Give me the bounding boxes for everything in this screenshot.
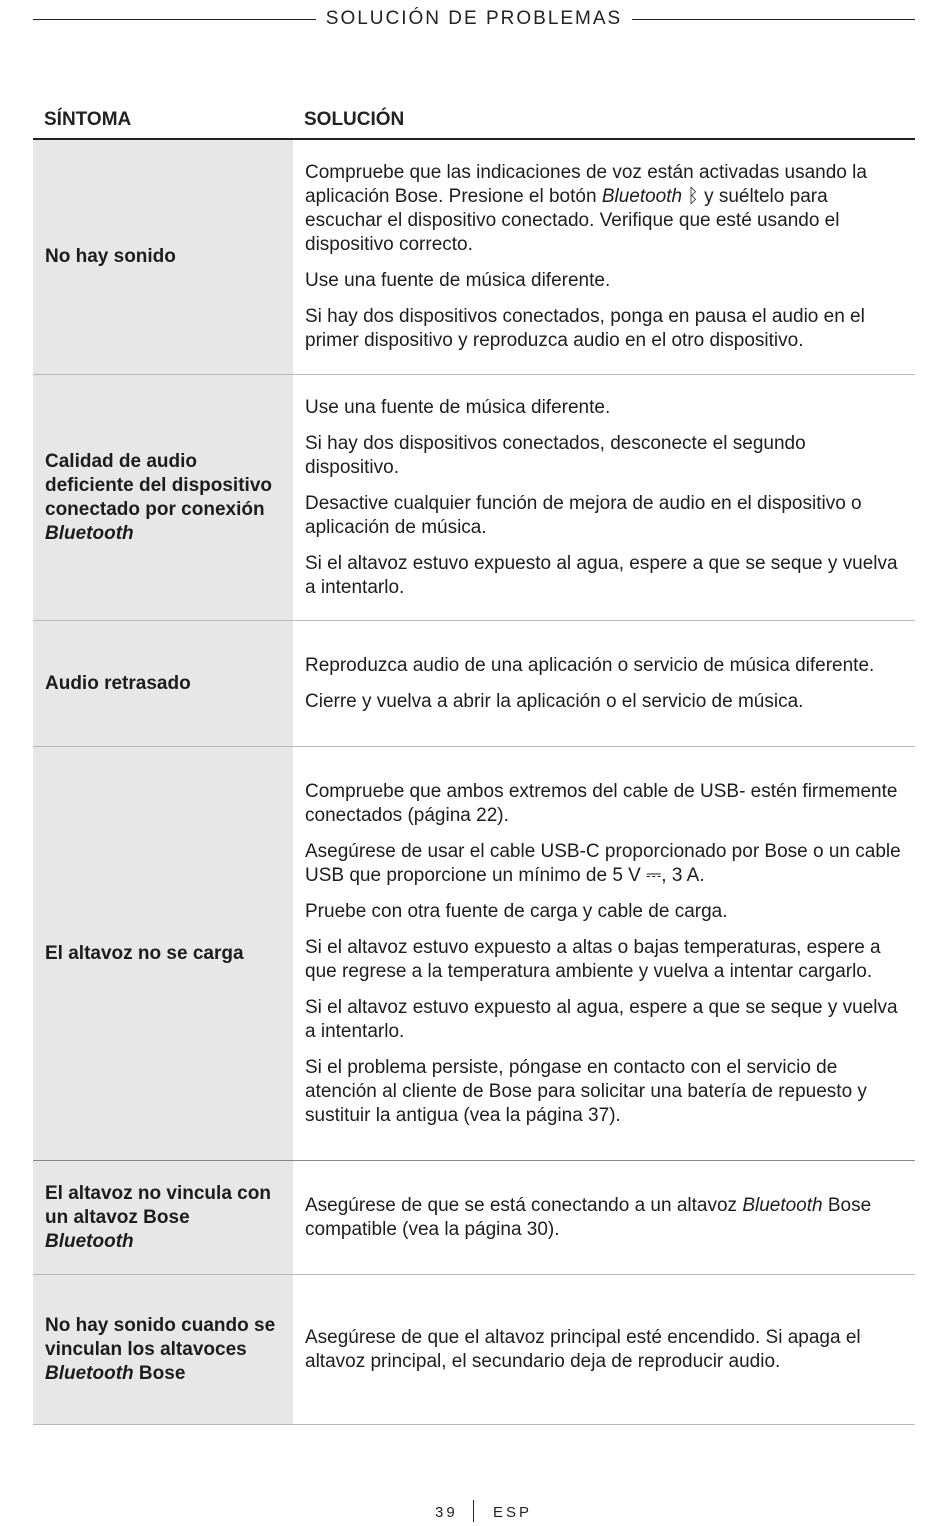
solution-text: Si hay dos dispositivos conectados, desconecte el segundo dispositivo. xyxy=(305,432,806,478)
solution-text: Asegúrese de que el altavoz principal esté encendido. Si apaga el altavoz principal, el secundario deja de reproducir audio. xyxy=(305,1326,861,1372)
symptom-text: El altavoz no se carga xyxy=(45,942,244,964)
symptom-cell xyxy=(33,1161,293,1274)
symptom-cell xyxy=(33,621,293,746)
solution-cell xyxy=(293,1275,915,1424)
symptom-text: Calidad de audio deficiente del dispositivo conectado por conexión Bluetooth xyxy=(45,450,272,544)
troubleshooting-table xyxy=(33,140,915,1425)
solution-text: Desactive cualquier función de mejora de audio en el dispositivo o aplicación de música. xyxy=(305,492,862,538)
table-row xyxy=(33,747,915,1161)
solution-cell xyxy=(293,621,915,746)
solution-text: Asegúrese de usar el cable USB-C proporcionado por Bose o un cable USB que proporcione un mínimo de 5 V ⎓, 3 A. xyxy=(305,840,901,886)
symptom-text: No hay sonido cuando se vinculan los altavoces Bluetooth Bose xyxy=(45,1314,276,1384)
language-code: ESP xyxy=(493,1504,533,1521)
solution-cell xyxy=(293,375,915,620)
symptom-text: Audio retrasado xyxy=(45,672,191,694)
symptom-cell xyxy=(33,375,293,620)
bluetooth-icon: ᛒ xyxy=(687,186,699,207)
page-title: SOLUCIÓN DE PROBLEMAS xyxy=(325,8,623,29)
solution-text: Si el problema persiste, póngase en contacto con el servicio de atención al cliente de Bose para solicitar una batería de repuesto y sustituir la antigua (vea la página 37). xyxy=(305,1056,867,1126)
column-header-solution: SOLUCIÓN xyxy=(304,109,405,130)
solution-text: Cierre y vuelva a abrir la aplicación o el servicio de música. xyxy=(305,690,804,712)
solution-text: Pruebe con otra fuente de carga y cable de carga. xyxy=(305,900,728,922)
solution-text: Compruebe que ambos extremos del cable de USB- estén firmemente conectados (página 22). xyxy=(305,780,898,826)
symptom-text: El altavoz no vincula con un altavoz Bose Bluetooth xyxy=(45,1182,271,1252)
table-row xyxy=(33,140,915,375)
solution-text: Use una fuente de música diferente. xyxy=(305,270,611,291)
page-number: 39 xyxy=(435,1504,458,1521)
solution-text: Reproduzca audio de una aplicación o servicio de música diferente. xyxy=(305,654,875,676)
solution-cell xyxy=(293,747,915,1160)
table-row xyxy=(33,375,915,621)
table-header xyxy=(33,106,915,140)
solution-text: Si hay dos dispositivos conectados, ponga en pausa el audio en el primer dispositivo y reproduzca audio en el otro dispositivo. xyxy=(305,306,865,351)
table-row xyxy=(33,1161,915,1275)
table-row xyxy=(33,621,915,747)
solution-text: Use una fuente de música diferente. xyxy=(305,396,611,418)
symptom-cell xyxy=(33,140,293,374)
solution-text: Asegúrese de que se está conectando a un altavoz Bluetooth Bose compatible (vea la página 30). xyxy=(305,1194,872,1240)
solution-cell xyxy=(293,1161,915,1274)
symptom-cell xyxy=(33,1275,293,1424)
column-header-symptom: SÍNTOMA xyxy=(44,109,132,130)
table-row xyxy=(33,1275,915,1425)
symptom-cell xyxy=(33,747,293,1160)
page-header xyxy=(33,6,915,32)
solution-text: Si el altavoz estuvo expuesto al agua, espere a que se seque y vuelva a intentarlo. xyxy=(305,552,898,598)
header-rule-right xyxy=(632,19,915,20)
footer-divider xyxy=(473,1500,474,1522)
page-footer xyxy=(0,1500,950,1526)
solution-cell xyxy=(293,140,915,374)
header-rule-left xyxy=(33,19,316,20)
solution-text: Si el altavoz estuvo expuesto al agua, espere a que se seque y vuelva a intentarlo. xyxy=(305,996,898,1042)
solution-text: Compruebe que las indicaciones de voz están activadas usando la aplicación Bose. Presione el botón Bluetooth ᛒ y suéltelo para escuchar el dispositivo conectado. Verifique que esté usando el dispositivo correcto. xyxy=(305,162,867,255)
symptom-text: No hay sonido xyxy=(45,246,176,267)
solution-text: Si el altavoz estuvo expuesto a altas o bajas temperaturas, espere a que regrese a la temperatura ambiente y vuelva a intentar cargarlo. xyxy=(305,936,881,982)
